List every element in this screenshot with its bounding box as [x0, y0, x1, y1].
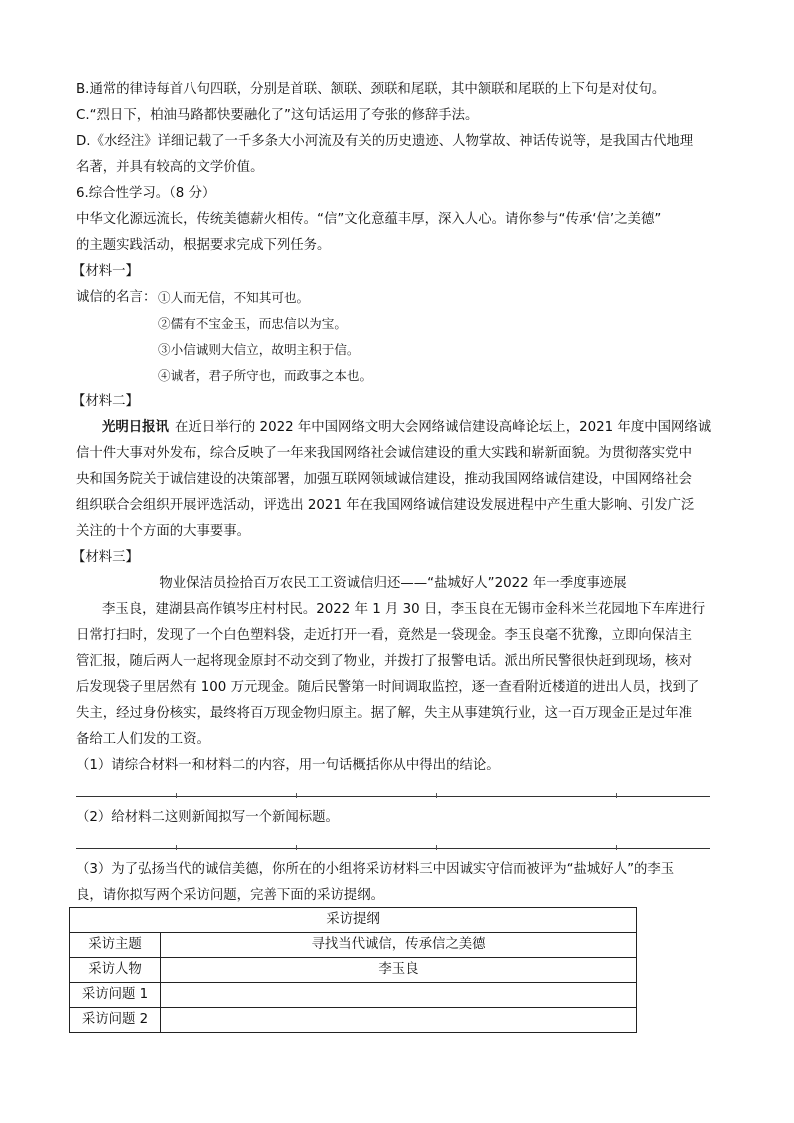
- row-label: 采访问题 2: [70, 1008, 161, 1033]
- option-d-line1: D.《水经注》详细记载了一千多条大小河流及有关的历史遗迹、人物掌故、神话传说等，是我国古代地理: [76, 134, 694, 149]
- story-line5: 失主，经过身份核实，最终将百万现金物归原主。据了解，失主从事建筑行业，这一百万现金正是过年准: [76, 706, 692, 721]
- news-paragraph-line2: 信十件大事对外发布，综合反映了一年来我国网络社会诚信建设的重大实践和崭新面貌。为贯彻落实党中: [76, 446, 692, 461]
- row-value: 寻找当代诚信，传承信之美德: [161, 933, 637, 958]
- table-row: [70, 983, 637, 1008]
- news-paragraph-line4: 组织联合会组织开展评选活动，评选出 2021 年在我国网络诚信建设发展进程中产生重大影响、引发广泛: [76, 498, 695, 513]
- story-line3: 管汇报，随后两人一起将现金原封不动交到了物业，并拨打了报警电话。派出所民警很快赶到现场，核对: [76, 654, 692, 669]
- quotes-label: 诚信的名言：: [76, 290, 157, 305]
- table-row: [70, 933, 637, 958]
- option-d-line2: 名著，并具有较高的文学价值。: [76, 160, 264, 175]
- interview-outline-table: [69, 907, 637, 1033]
- quote-3: ③小信诚则大信立，故明主积于信。: [158, 342, 360, 357]
- question-6-intro-line2: 的主题实践活动，根据要求完成下列任务。: [76, 238, 331, 253]
- story-line4: 后发现袋子里居然有 100 万元现金。随后民警第一时间调取监控，逐一查看附近楼道的进出人员，找到了: [76, 680, 700, 695]
- news-paragraph-line5: 关注的十个方面的大事要事。: [76, 524, 251, 539]
- material-1-heading: 【材料一】: [72, 264, 139, 279]
- answer-line-2[interactable]: [76, 848, 710, 849]
- story-line6: 备给工人们发的工资。: [76, 732, 210, 747]
- question-6-title: 6.综合性学习。（8 分）: [76, 186, 216, 201]
- quote-1: ①人而无信，不知其可也。: [158, 290, 310, 305]
- row-label: 采访主题: [70, 933, 161, 958]
- sub-question-1: （1）请综合材料一和材料二的内容，用一句话概括你从中得出的结论。: [76, 758, 500, 773]
- answer-cell-question-1[interactable]: [161, 983, 637, 1008]
- story-line1: 李玉良，建湖县高作镇岑庄村村民。2022 年 1 月 30 日，李玉良在无锡市金科米兰花园地下车库进行: [102, 602, 706, 617]
- outline-title: 采访提纲: [70, 908, 637, 933]
- material-2-heading: 【材料二】: [72, 394, 139, 409]
- news-paragraph-line3: 央和国务院关于诚信建设的决策部署，加强互联网领域诚信建设，推动我国网络诚信建设，中国网络社会: [76, 472, 692, 487]
- question-6-intro-line1: 中华文化源远流长，传统美德薪火相传。“信”文化意蕴丰厚，深入人心。请你参与“传承‘信’之美德”: [76, 212, 662, 227]
- answer-line-1[interactable]: [76, 796, 710, 797]
- sub-question-3-line1: （3）为了弘扬当代的诚信美德，你所在的小组将采访材料三中因诚实守信而被评为“盐城好人”的李玉: [76, 862, 675, 877]
- row-label: 采访人物: [70, 958, 161, 983]
- news-paragraph-line1: 光明日报讯 在近日举行的 2022 年中国网络文明大会网络诚信建设高峰论坛上，2021 年度中国网络诚: [102, 420, 712, 435]
- material-3-heading: 【材料三】: [72, 550, 139, 565]
- table-row: [70, 958, 637, 983]
- table-row: [70, 1008, 637, 1033]
- sub-question-2: （2）给材料二这则新闻拟写一个新闻标题。: [76, 810, 339, 825]
- option-c: C.“烈日下，柏油马路都快要融化了”这句话运用了夸张的修辞手法。: [76, 108, 479, 123]
- sub-question-3-line2: 良，请你拟写两个采访问题，完善下面的采访提纲。: [76, 888, 384, 903]
- material-3-title: 物业保洁员捡拾百万农民工工资诚信归还——“盐城好人”2022 年一季度事迹展: [159, 576, 627, 591]
- story-line2: 日常打扫时，发现了一个白色塑料袋，走近打开一看，竟然是一袋现金。李玉良毫不犹豫，立即向保洁主: [76, 628, 692, 643]
- option-b: B.通常的律诗每首八句四联，分别是首联、颔联、颈联和尾联，其中颔联和尾联的上下句是对仗句。: [76, 82, 666, 97]
- table-row: [70, 908, 637, 933]
- row-value: 李玉良: [161, 958, 637, 983]
- answer-cell-question-2[interactable]: [161, 1008, 637, 1033]
- quote-2: ②儒有不宝金玉，而忠信以为宝。: [158, 316, 347, 331]
- row-label: 采访问题 1: [70, 983, 161, 1008]
- news-source: 光明日报讯: [102, 420, 169, 435]
- quote-4: ④诚者，君子所守也，而政事之本也。: [158, 368, 373, 383]
